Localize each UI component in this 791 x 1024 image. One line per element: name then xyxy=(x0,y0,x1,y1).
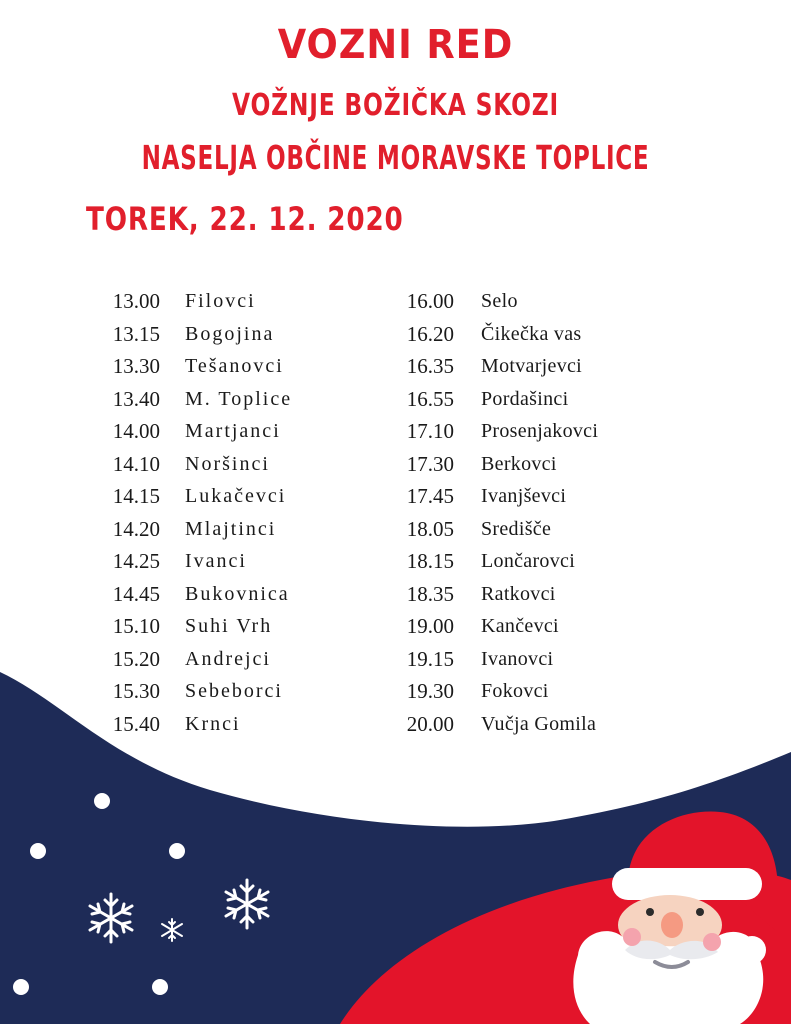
stop-place: Ratkovci xyxy=(481,582,556,605)
stop-time: 14.20 xyxy=(112,516,160,541)
schedule-row xyxy=(380,482,680,515)
schedule-row xyxy=(0,352,380,385)
stop-time: 13.30 xyxy=(112,354,160,378)
schedule-row xyxy=(380,645,680,678)
stop-place: Berkovci xyxy=(481,452,557,475)
schedule-row xyxy=(380,515,680,548)
schedule-row xyxy=(0,287,380,320)
schedule-row xyxy=(0,450,380,483)
stop-time: 19.30 xyxy=(406,679,454,703)
stop-place: Andrejci xyxy=(185,647,271,670)
stop-time: 17.45 xyxy=(406,484,454,508)
stop-place: Motvarjevci xyxy=(481,355,583,377)
schedule-date: TOREK, 22. 12. 2020 xyxy=(86,200,404,238)
stop-time: 15.10 xyxy=(112,614,160,638)
stop-time: 13.40 xyxy=(112,386,160,411)
schedule-row xyxy=(380,352,680,385)
stop-place: Martjanci xyxy=(185,420,281,442)
stop-place: Bogojina xyxy=(185,322,275,345)
stop-time: 14.25 xyxy=(112,549,160,573)
schedule-row xyxy=(0,645,380,678)
stop-place: Središče xyxy=(481,517,552,540)
stop-time: 15.30 xyxy=(112,679,160,703)
stop-time: 16.00 xyxy=(406,289,454,313)
stop-place: Čikečka vas xyxy=(481,322,582,345)
page-subtitle-line2: NASELJA OBČINE MORAVSKE TOPLICE xyxy=(141,138,650,177)
page-title: VOZNI RED xyxy=(277,22,514,68)
schedule-row xyxy=(0,385,380,418)
schedule-row xyxy=(0,580,380,613)
stop-place: Suhi Vrh xyxy=(185,615,273,637)
stop-time: 18.35 xyxy=(406,581,454,606)
schedule-row xyxy=(380,710,680,743)
stop-place: Ivanci xyxy=(185,550,247,572)
stop-time: 17.10 xyxy=(406,419,454,443)
stop-time: 18.15 xyxy=(406,549,454,573)
stop-place: Filovci xyxy=(185,290,256,312)
stop-time: 14.10 xyxy=(112,451,160,476)
schedule-row xyxy=(0,482,380,515)
schedule-row xyxy=(380,547,680,580)
stop-time: 20.00 xyxy=(406,711,454,736)
stop-time: 17.30 xyxy=(406,451,454,476)
stop-place: Ivanjševci xyxy=(481,485,567,507)
stop-place: Pordašinci xyxy=(481,387,569,410)
schedule-row xyxy=(380,450,680,483)
page-subtitle-line1: VOŽNJE BOŽIČKA SKOZI xyxy=(231,88,560,123)
stop-place: Fokovci xyxy=(481,680,549,702)
stop-place: Vučja Gomila xyxy=(481,712,597,735)
schedule-row xyxy=(0,547,380,580)
stop-time: 16.55 xyxy=(406,386,454,411)
stop-time: 13.15 xyxy=(112,321,160,346)
stop-time: 15.40 xyxy=(112,711,160,736)
schedule-row xyxy=(380,612,680,645)
schedule-row xyxy=(0,320,380,353)
stop-place: Bukovnica xyxy=(185,582,290,605)
stop-place: Noršinci xyxy=(185,452,270,475)
stop-place: Ivanovci xyxy=(481,647,554,670)
schedule-row xyxy=(380,677,680,710)
stop-place: Tešanovci xyxy=(185,355,284,377)
schedule-row xyxy=(0,417,380,450)
stop-place: Kančevci xyxy=(481,615,559,637)
schedule-row xyxy=(0,612,380,645)
stop-time: 19.15 xyxy=(406,646,454,671)
stop-place: Prosenjakovci xyxy=(481,420,599,442)
stop-time: 14.15 xyxy=(112,484,160,508)
stop-time: 15.20 xyxy=(112,646,160,671)
stop-place: Lončarovci xyxy=(481,550,576,572)
stop-time: 16.35 xyxy=(406,354,454,378)
stop-time: 19.00 xyxy=(406,614,454,638)
schedule-row xyxy=(380,385,680,418)
stop-time: 13.00 xyxy=(112,289,160,313)
stop-time: 16.20 xyxy=(406,321,454,346)
stop-place: Sebeborci xyxy=(185,680,283,702)
schedule-row xyxy=(380,580,680,613)
stop-place: Selo xyxy=(481,290,518,312)
stop-place: M. Toplice xyxy=(185,387,293,410)
schedule-row xyxy=(380,287,680,320)
schedule-right-column xyxy=(380,287,680,742)
stop-time: 18.05 xyxy=(406,516,454,541)
schedule-left-column xyxy=(0,287,380,742)
schedule-row xyxy=(380,417,680,450)
schedule-row xyxy=(0,515,380,548)
stop-time: 14.45 xyxy=(112,581,160,606)
stop-place: Krnci xyxy=(185,712,241,735)
stop-place: Lukačevci xyxy=(185,485,287,507)
schedule-row xyxy=(0,710,380,743)
schedule-row xyxy=(0,677,380,710)
stop-time: 14.00 xyxy=(112,419,160,443)
schedule-row xyxy=(380,320,680,353)
stop-place: Mlajtinci xyxy=(185,517,277,540)
